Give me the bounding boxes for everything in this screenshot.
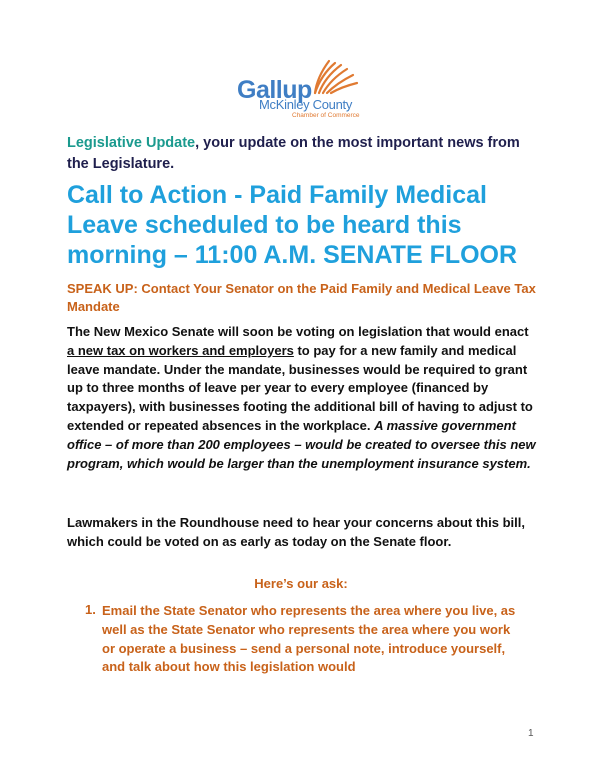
para1-text-b: to pay for a new family and medical leave mandate. Under the mandate, businesses would be required to grant up to three months of leave per year to every employee (financed by taxpayers), with businesses footing the additional bill of having to adjust to extended or repeated absences in the workplace. xyxy=(67,342,533,433)
intro-highlight: Legislative Update xyxy=(67,135,196,151)
ask-heading: Here’s our ask: xyxy=(254,576,348,591)
list-item-text: Email the State Senator who represents the area where you live, as well as the State Senator who represents the area where you work or operate a business – send a personal note, introduce yourself, and talk about how this legislation would xyxy=(102,603,516,675)
body-paragraph-2: Lawmakers in the Roundhouse need to hear your concerns about this bill, which could be voted on as early as today on the Senate floor. xyxy=(67,515,525,549)
logo-name: Gallup xyxy=(237,76,312,104)
logo-tagline: Chamber of Commerce xyxy=(292,112,360,119)
para1-underlined: a new tax on workers and employers xyxy=(67,342,294,358)
list-item-number: 1. xyxy=(85,602,96,617)
shell-logo-icon xyxy=(307,55,367,95)
speak-up-subheading: SPEAK UP: Contact Your Senator on the Paid Family and Medical Leave Tax Mandate xyxy=(67,281,536,314)
intro-rest: , your update on the most important news from the Legislature. xyxy=(67,135,520,172)
para1-italic: A massive government office – of more than 200 employees – would be created to oversee this new program, which would be larger than the unemployment insurance system. xyxy=(67,417,536,471)
page-number: 1 xyxy=(528,728,534,739)
para1-text-a: The New Mexico Senate will soon be voting on legislation that would enact xyxy=(67,324,529,339)
body-paragraph-1 xyxy=(67,323,537,473)
headline: Call to Action - Paid Family Medical Leave scheduled to be heard this morning – 11:00 A.M. SENATE FLOOR xyxy=(67,181,518,269)
logo-subtitle: McKinley County xyxy=(259,97,353,112)
chamber-logo xyxy=(237,60,377,120)
intro-line xyxy=(67,133,537,175)
